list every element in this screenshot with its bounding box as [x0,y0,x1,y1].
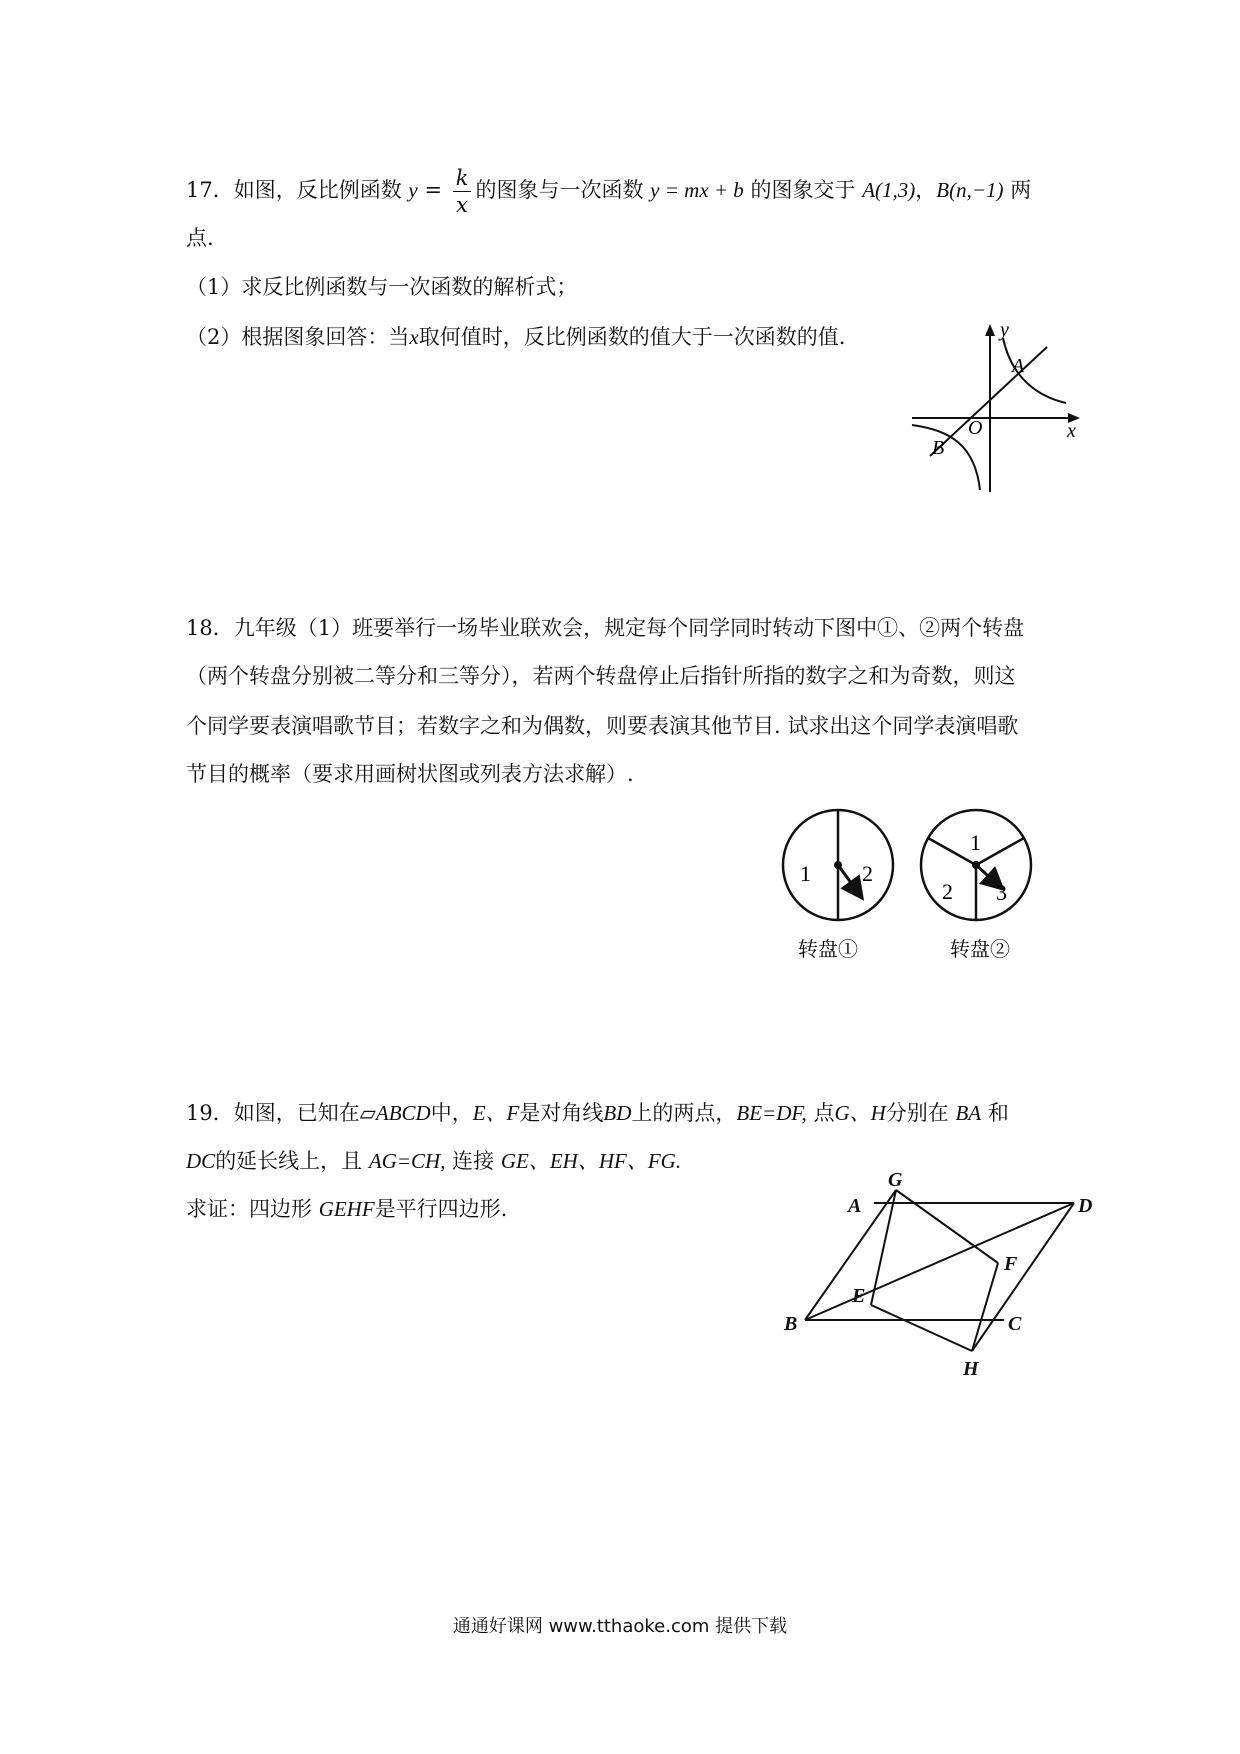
q17-label-a: A [1012,355,1025,377]
q19-label-d: D [1078,1195,1093,1217]
spinner2-number-2: 2 [942,879,953,904]
q17-label-x: x [1067,420,1076,442]
q19-be-df: BE=DF, [736,1101,807,1125]
q17-text-3: 的图象交于 [750,178,856,202]
q17-fraction-numerator: k [453,165,472,192]
q19-lines [805,1190,1074,1351]
q19-text-c: 是对角线 [519,1101,604,1125]
q17-line-expression: y = mx + b [650,178,744,202]
q19-label-f: F [1004,1253,1018,1275]
q19-label-c: C [1008,1313,1022,1335]
spinner1-number-1: 1 [800,861,811,886]
q19-parallelogram: ▱ABCD [359,1101,431,1125]
q17-point-a: A(1,3) [862,178,916,202]
q19-points-ef: E、F [472,1101,520,1125]
q17-part2-text-b: 取何值时，反比例函数的值大于一次函数的值. [418,325,846,349]
q19-text-i: 连接 [452,1149,495,1173]
q19-gehf: GEHF [318,1197,375,1221]
q19-text-d: 上的两点， [631,1101,737,1125]
q17-equals: = [424,178,443,202]
q18-line4: 节目的概率（要求用画树状图或列表方法求解）. [186,762,634,786]
spinner2-number-3: 3 [996,880,1007,905]
q19-segment-eh [871,1305,972,1351]
q19-segment-hf [972,1263,998,1351]
q19-text-f: 分别在 [885,1101,949,1125]
q18-line3: 个同学要表演唱歌节目；若数字之和为偶数，则要表演其他节目. 试求出这个同学表演唱歌 [186,714,1019,738]
q17-point-b: B(n,−1) [936,178,1004,202]
q19-label-h: H [963,1358,979,1380]
q17-text-2: 的图象与一次函数 [475,178,644,202]
q17-fraction-denominator: x [456,193,469,217]
q17-number: 17． [186,178,234,202]
spinner1-number-2: 2 [862,861,873,886]
q17-part2-var: x [409,325,419,349]
q17-y: y [408,178,418,202]
q19-points-gh: G、H [834,1101,886,1125]
q19-label-e: E [852,1285,866,1307]
q17-line2: 点. [186,226,214,250]
q19-segment-fg [896,1190,998,1263]
spinner2-number-1: 1 [970,830,981,855]
q17-label-origin: O [968,417,983,439]
q19-text-j: 求证：四边形 [186,1197,312,1221]
page-footer: 通通好课网 www.tthaoke.com 提供下载 [452,1616,788,1637]
q19-text-b: 中， [430,1101,473,1125]
q19-bd: BD [603,1101,632,1125]
q19-text-h: 的延长线上，且 [215,1149,363,1173]
q19-ba: BA [955,1101,982,1125]
q17-label-b: B [932,437,945,459]
q17-part1: （1）求反比例函数与一次函数的解析式； [186,275,578,299]
q19-text-g: 和 [987,1101,1009,1125]
spinner1-caption: 转盘① [798,939,858,961]
q19-ag-ch: AG=CH, [368,1149,446,1173]
q17-part2-text-a: （2）根据图象回答：当 [186,325,410,349]
q17-label-y: y [1000,319,1009,341]
q18-line1: 18．九年级（1）班要举行一场毕业联欢会，规定每个同学同时转动下图中①、②两个转盘 [186,616,1025,640]
q19-text-e: 点 [813,1101,835,1125]
spinner2-caption: 转盘② [950,939,1010,961]
q19-label-g: G [888,1169,903,1191]
q18-line2: （两个转盘分别被二等分和三等分），若两个转盘停止后指针所指的数字之和为奇数，则这 [186,664,1016,688]
q19-label-a: A [848,1195,862,1217]
q17-text-1: 如图，反比例函数 [233,178,402,202]
q19-text-k: 是平行四边形. [374,1197,508,1221]
q17-text-4: 两 [1010,178,1032,202]
q19-segment-list: GE、EH、HF、FG. [500,1149,682,1173]
q19-dc: DC [186,1149,216,1173]
q17-comma: ， [915,178,937,202]
q19-text-a: 19．如图，已知在 [186,1101,360,1125]
q19-label-b: B [784,1313,798,1335]
